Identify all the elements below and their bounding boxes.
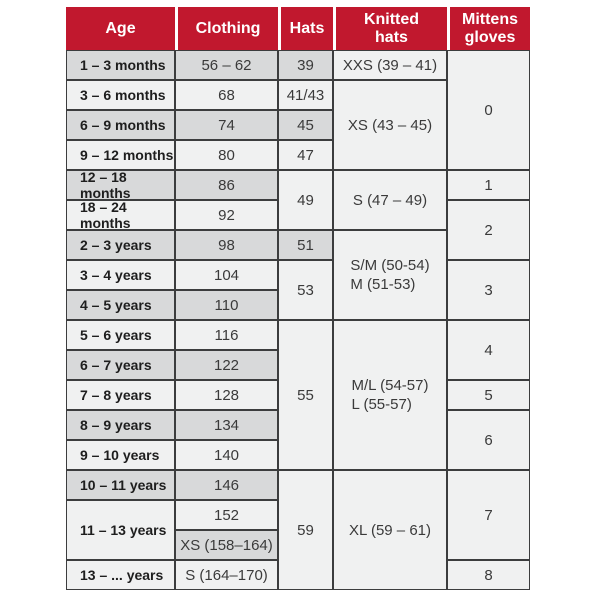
cell-clothing-row15: 146 [175,470,278,500]
cell-mittens-row12: 5 [447,380,530,410]
cell-clothing-row4: 80 [175,140,278,170]
cell-age-row16: 11 – 13 years [66,500,175,560]
cell-hats-row3: 45 [278,110,333,140]
cell-age-row5: 12 – 18 months [66,170,175,200]
size-chart-table [66,7,530,590]
cell-clothing-row5: 86 [175,170,278,200]
column-header-clothing: Clothing [175,7,278,50]
column-header-knitted: Knitted hats [333,7,447,50]
column-header-age: Age [66,7,175,50]
cell-mittens-row1: 0 [447,50,530,170]
cell-clothing-row8: 104 [175,260,278,290]
cell-hats-row1: 39 [278,50,333,80]
cell-clothing-row2: 68 [175,80,278,110]
cell-age-row8: 3 – 4 years [66,260,175,290]
cell-knitted-row7 [333,230,447,320]
cell-clothing-row6: 92 [175,200,278,230]
cell-mittens-row8: 3 [447,260,530,320]
cell-age-row6: 18 – 24 months [66,200,175,230]
cell-clothing-row7: 98 [175,230,278,260]
cell-hats-row5: 49 [278,170,333,230]
cell-clothing-row3: 74 [175,110,278,140]
cell-age-row13: 8 – 9 years [66,410,175,440]
cell-hats-row15: 59 [278,470,333,590]
cell-age-row14: 9 – 10 years [66,440,175,470]
cell-hats-row8: 53 [278,260,333,320]
cell-clothing-row16: 152 [175,500,278,530]
cell-clothing-row9: 110 [175,290,278,320]
cell-clothing-row17: XS (158–164) [175,530,278,560]
cell-age-row12: 7 – 8 years [66,380,175,410]
cell-knitted-row10 [333,320,447,470]
cell-clothing-row12: 128 [175,380,278,410]
cell-age-row1: 1 – 3 months [66,50,175,80]
cell-multiline-text: S/M (50-54) M (51-53) [350,256,430,293]
cell-age-row15: 10 – 11 years [66,470,175,500]
cell-clothing-row1: 56 – 62 [175,50,278,80]
cell-age-row2: 3 – 6 months [66,80,175,110]
column-header-mittens: Mittens gloves [447,7,530,50]
cell-clothing-row13: 134 [175,410,278,440]
cell-age-row18: 13 – ... years [66,560,175,590]
column-header-hats: Hats [278,7,333,50]
cell-age-row10: 5 – 6 years [66,320,175,350]
cell-mittens-row15: 7 [447,470,530,560]
cell-knitted-row5: S (47 – 49) [333,170,447,230]
cell-clothing-row18: S (164–170) [175,560,278,590]
cell-clothing-row14: 140 [175,440,278,470]
cell-knitted-row15: XL (59 – 61) [333,470,447,590]
cell-clothing-row10: 116 [175,320,278,350]
cell-age-row3: 6 – 9 months [66,110,175,140]
cell-age-row7: 2 – 3 years [66,230,175,260]
cell-mittens-row6: 2 [447,200,530,260]
cell-knitted-row2: XS (43 – 45) [333,80,447,170]
cell-hats-row10: 55 [278,320,333,470]
cell-age-row9: 4 – 5 years [66,290,175,320]
cell-age-row4: 9 – 12 months [66,140,175,170]
cell-hats-row4: 47 [278,140,333,170]
cell-age-row11: 6 – 7 years [66,350,175,380]
cell-mittens-row5: 1 [447,170,530,200]
cell-knitted-row1: XXS (39 – 41) [333,50,447,80]
cell-hats-row2: 41/43 [278,80,333,110]
cell-multiline-text: M/L (54-57) L (55-57) [351,376,429,413]
cell-clothing-row11: 122 [175,350,278,380]
cell-hats-row7: 51 [278,230,333,260]
cell-mittens-row18: 8 [447,560,530,590]
cell-mittens-row10: 4 [447,320,530,380]
cell-mittens-row13: 6 [447,410,530,470]
